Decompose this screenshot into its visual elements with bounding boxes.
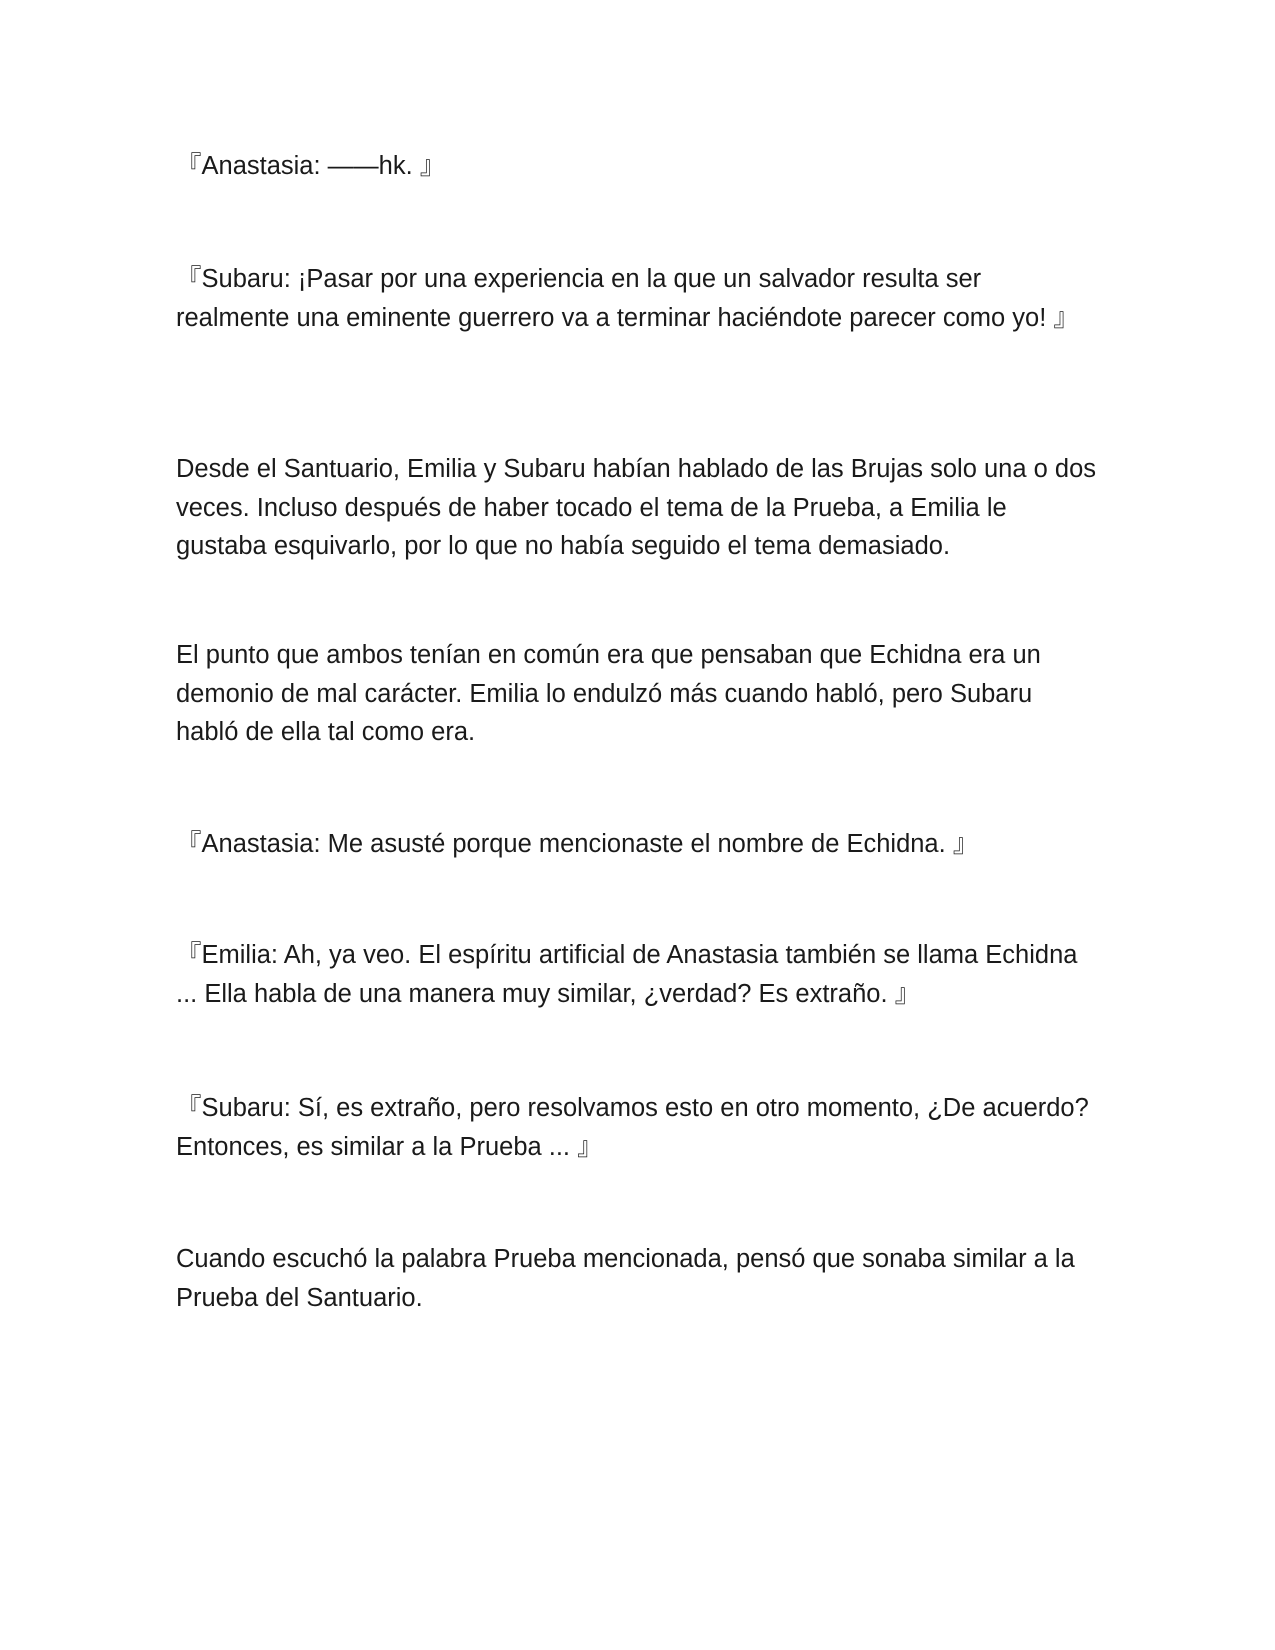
dialogue-anastasia-echidna: 『Anastasia: Me asusté porque mencionaste el nombre de Echidna. 』 xyxy=(176,830,979,858)
dialogue-emilia-espiritu: 『Emilia: Ah, ya veo. El espíritu artificial de Anastasia también se llama Echidna ... Ella habla de una manera muy similar, ¿verdad? Es extraño. 』 xyxy=(176,941,1078,1008)
dialogue-anastasia-hk: 『Anastasia: ——hk. 』 xyxy=(176,152,446,180)
dialogue-subaru-prueba: 『Subaru: Sí, es extraño, pero resolvamos esto en otro momento, ¿De acuerdo? Entonces, es similar a la Prueba ... 』 xyxy=(176,1094,1089,1161)
narration-echidna: El punto que ambos tenían en común era que pensaban que Echidna era un demonio de mal carácter. Emilia lo endulzó más cuando habló, pero Subaru habló de ella tal como era. xyxy=(176,641,1041,746)
dialogue-subaru-salvador: 『Subaru: ¡Pasar por una experiencia en la que un salvador resulta ser realmente una eminente guerrero va a terminar haciéndote parecer como yo! 』 xyxy=(176,265,1079,332)
narration-prueba-santuario: Cuando escuchó la palabra Prueba mencionada, pensó que sonaba similar a la Prueba del Santuario. xyxy=(176,1245,1075,1312)
narration-brujas: Desde el Santuario, Emilia y Subaru habían hablado de las Brujas solo una o dos veces. Incluso después de haber tocado el tema de la Prueba, a Emilia le gustaba esquivarlo, por lo que no había seguido el tema demasiado. xyxy=(176,455,1097,560)
